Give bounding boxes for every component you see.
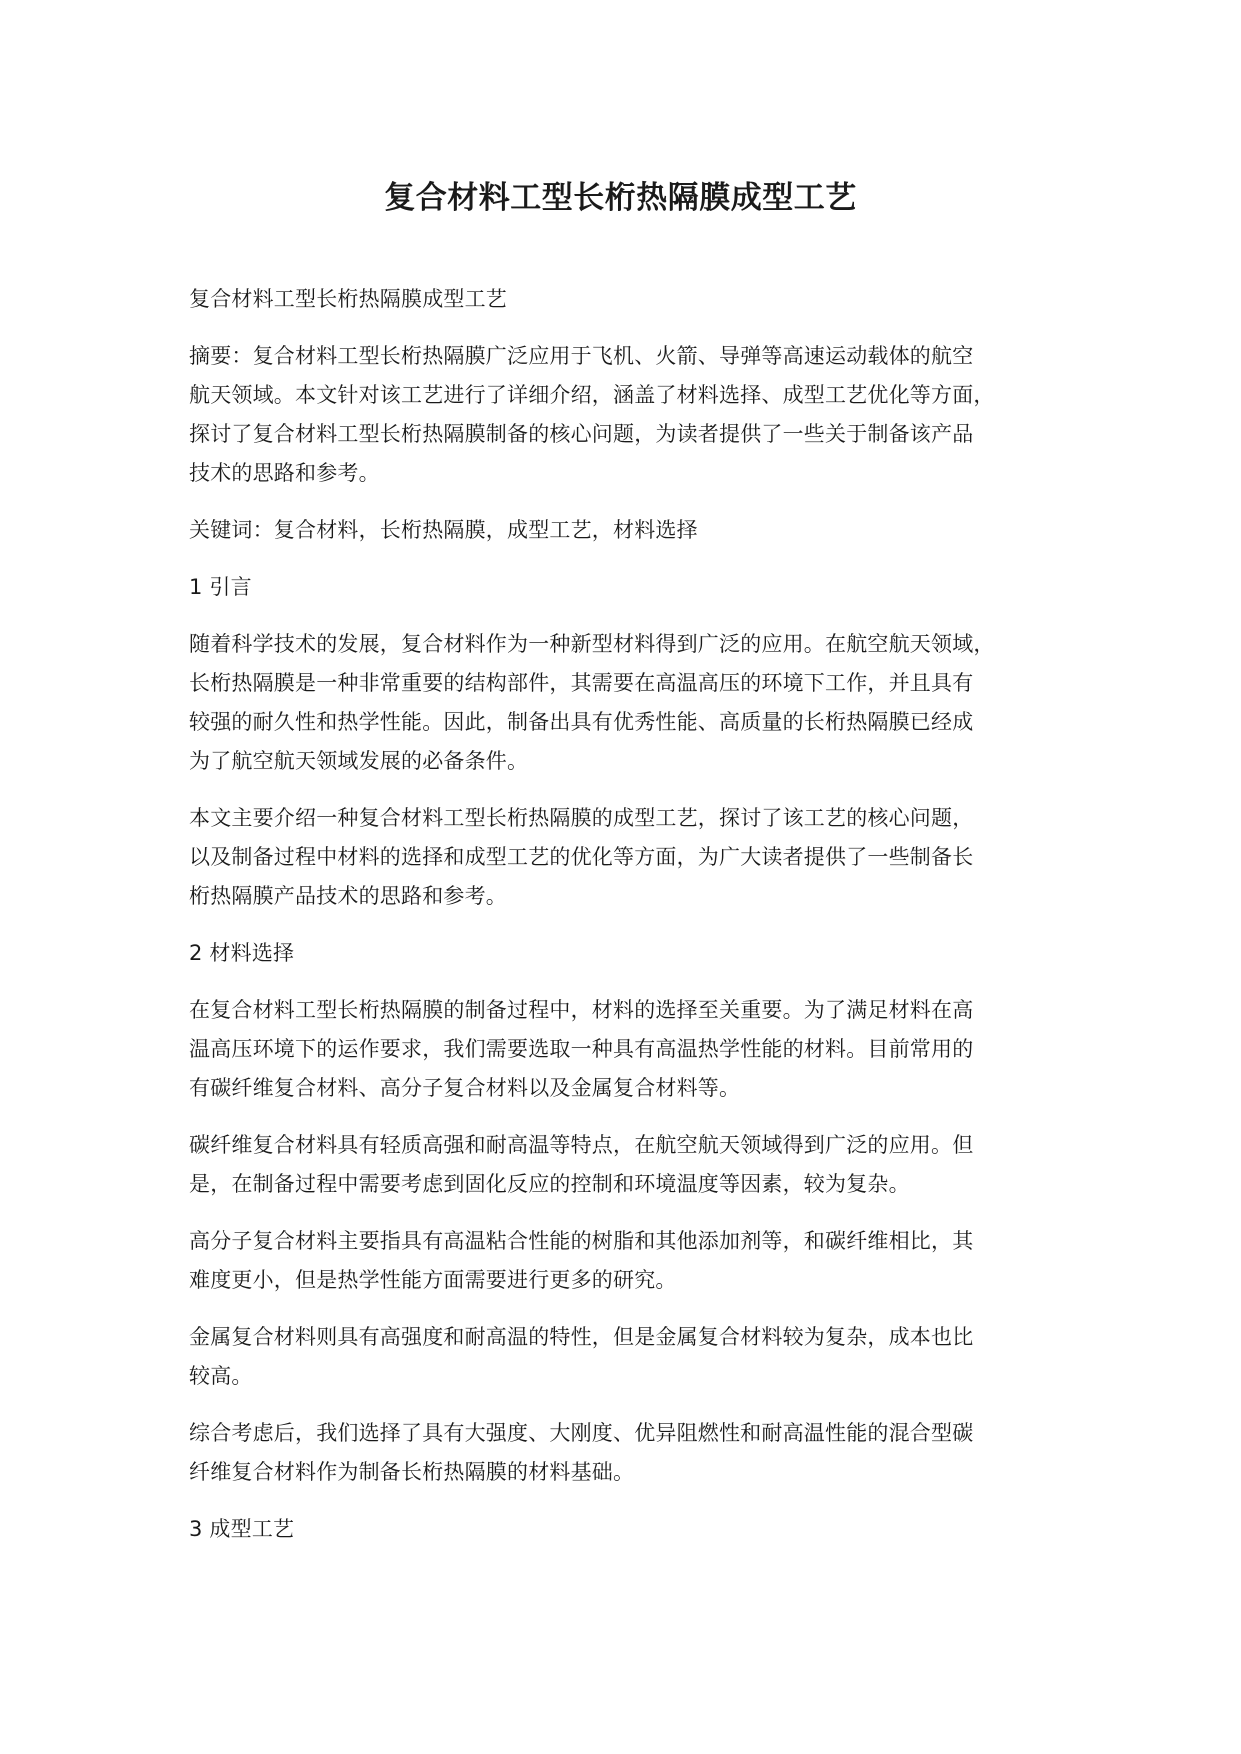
abstract-paragraph xyxy=(189,337,1079,493)
text-line: 长桁热隔膜是一种非常重要的结构部件，其需要在高温高压的环境下工作，并且具有 xyxy=(189,671,974,695)
text-line: 3 成型工艺 xyxy=(189,1517,295,1541)
document-body xyxy=(189,280,1079,1567)
text-line: 纤维复合材料作为制备长桁热隔膜的材料基础。 xyxy=(189,1460,635,1484)
text-line: 温高压环境下的运作要求，我们需要选取一种具有高温热学性能的材料。目前常用的 xyxy=(189,1037,974,1061)
body-paragraph xyxy=(189,625,1079,781)
text-line: 较高。 xyxy=(189,1364,253,1388)
text-line: 碳纤维复合材料具有轻质高强和耐高温等特点，在航空航天领域得到广泛的应用。但 xyxy=(189,1133,974,1157)
text-line: 较强的耐久性和热学性能。因此，制备出具有优秀性能、高质量的长桁热隔膜已经成 xyxy=(189,710,974,734)
text-line: 复合材料工型长桁热隔膜成型工艺 xyxy=(189,287,507,311)
keywords-paragraph xyxy=(189,511,1079,550)
body-paragraph xyxy=(189,991,1079,1108)
text-line: 2 材料选择 xyxy=(189,941,295,965)
subtitle-paragraph xyxy=(189,280,1079,319)
document-title: 复合材料工型长桁热隔膜成型工艺 xyxy=(384,180,857,216)
body-paragraph xyxy=(189,799,1079,916)
text-line: 难度更小，但是热学性能方面需要进行更多的研究。 xyxy=(189,1268,677,1292)
text-line: 技术的思路和参考。 xyxy=(189,461,380,485)
text-line: 航天领域。本文针对该工艺进行了详细介绍，涵盖了材料选择、成型工艺优化等方面， xyxy=(189,383,995,407)
section-heading-materials xyxy=(189,934,1079,973)
text-line: 桁热隔膜产品技术的思路和参考。 xyxy=(189,884,507,908)
text-line: 高分子复合材料主要指具有高温粘合性能的树脂和其他添加剂等，和碳纤维相比，其 xyxy=(189,1229,974,1253)
text-line: 1 引言 xyxy=(189,575,252,599)
text-line: 在复合材料工型长桁热隔膜的制备过程中，材料的选择至关重要。为了满足材料在高 xyxy=(189,998,974,1022)
section-heading-forming-process xyxy=(189,1510,1079,1549)
body-paragraph xyxy=(189,1126,1079,1204)
text-line: 有碳纤维复合材料、高分子复合材料以及金属复合材料等。 xyxy=(189,1076,741,1100)
text-line: 摘要：复合材料工型长桁热隔膜广泛应用于飞机、火箭、导弹等高速运动载体的航空 xyxy=(189,344,974,368)
text-line: 本文主要介绍一种复合材料工型长桁热隔膜的成型工艺，探讨了该工艺的核心问题， xyxy=(189,806,974,830)
text-line: 是，在制备过程中需要考虑到固化反应的控制和环境温度等因素，较为复杂。 xyxy=(189,1172,910,1196)
text-line: 金属复合材料则具有高强度和耐高温的特性，但是金属复合材料较为复杂，成本也比 xyxy=(189,1325,974,1349)
text-line: 综合考虑后，我们选择了具有大强度、大刚度、优异阻燃性和耐高温性能的混合型碳 xyxy=(189,1421,974,1445)
text-line: 随着科学技术的发展，复合材料作为一种新型材料得到广泛的应用。在航空航天领域， xyxy=(189,632,995,656)
text-line: 为了航空航天领域发展的必备条件。 xyxy=(189,749,529,773)
body-paragraph xyxy=(189,1222,1079,1300)
text-line: 以及制备过程中材料的选择和成型工艺的优化等方面，为广大读者提供了一些制备长 xyxy=(189,845,974,869)
text-line: 探讨了复合材料工型长桁热隔膜制备的核心问题，为读者提供了一些关于制备该产品 xyxy=(189,422,974,446)
body-paragraph xyxy=(189,1414,1079,1492)
section-heading-introduction xyxy=(189,568,1079,607)
text-line: 关键词：复合材料，长桁热隔膜，成型工艺，材料选择 xyxy=(189,518,698,542)
body-paragraph xyxy=(189,1318,1079,1396)
